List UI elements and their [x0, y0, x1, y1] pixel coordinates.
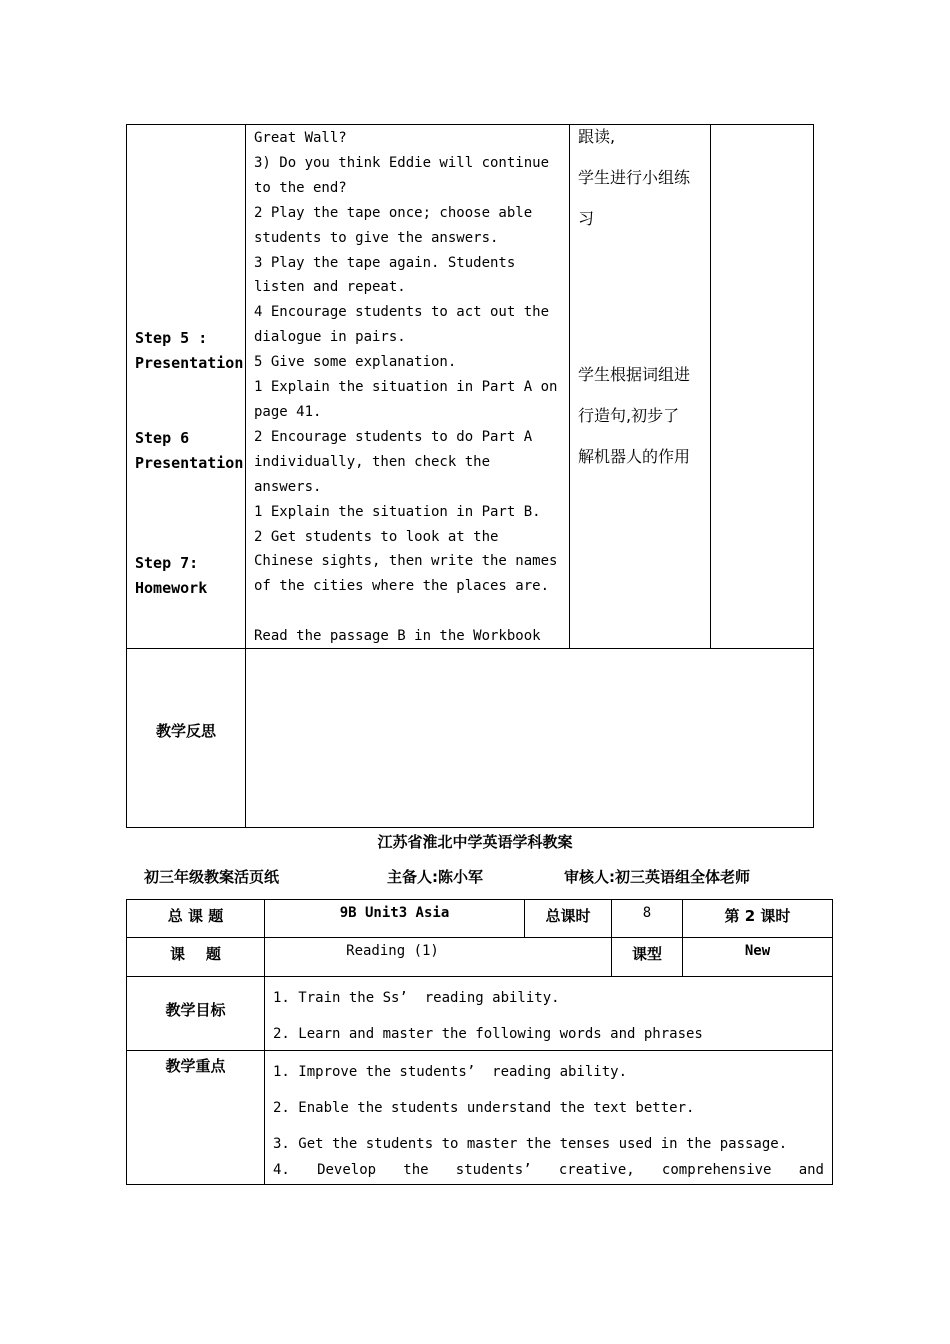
- procedure-line: 2 Encourage students to do Part A: [254, 428, 533, 445]
- lesson-type-label: 课型: [631, 945, 662, 963]
- procedure-line: Chinese sights, then write the names: [254, 553, 558, 570]
- procedure-column: [254, 126, 557, 649]
- procedure-line: students to give the answers.: [254, 229, 499, 246]
- step-label: Step 5 :: [135, 329, 208, 347]
- procedure-line: 4 Encourage students to act out the: [254, 304, 550, 321]
- step-label: [135, 501, 243, 526]
- procedure-line: 1 Explain the situation in Part B.: [254, 503, 541, 520]
- activities-column-b: [578, 354, 690, 477]
- goal-item: 1. Train the Ss’ reading ability.: [273, 990, 560, 1006]
- procedure-line: 2 Play the tape once; choose able: [254, 204, 533, 221]
- key-point-item: 2. Enable the students understand the text better.: [273, 1100, 695, 1116]
- activity-line: 学生根据词组进: [578, 365, 691, 384]
- document-title: 江苏省淮北中学英语学科教案: [377, 833, 573, 851]
- step-label: [135, 401, 243, 426]
- procedure-line: dialogue in pairs.: [254, 329, 406, 346]
- grade-label: 初三年级教案活页纸: [144, 868, 280, 886]
- topic-value: 9B Unit3 Asia: [339, 905, 450, 921]
- word: the: [403, 1162, 429, 1178]
- steps-column: [135, 326, 243, 601]
- procedure-line: 2 Get students to look at the: [254, 528, 499, 545]
- procedure-line: page 41.: [254, 403, 322, 420]
- reflection-label: 教学反思: [155, 722, 216, 740]
- step-label: Homework: [135, 579, 208, 597]
- lesson-number: 第 2 课时: [724, 907, 791, 925]
- step-label: [135, 526, 243, 551]
- step-label: Step 6: [135, 429, 190, 447]
- total-lessons-label: 总课时: [545, 907, 591, 925]
- goals-list: [273, 980, 703, 1052]
- key-points-label: 教学重点: [165, 1057, 226, 1075]
- step-label: Step 7:: [135, 554, 199, 572]
- step-label: Presentation: [135, 454, 244, 472]
- key-points-list: [273, 1054, 787, 1162]
- procedure-line: Great Wall?: [254, 130, 347, 146]
- procedure-line: listen and repeat.: [254, 279, 406, 296]
- goals-label: 教学目标: [165, 1001, 226, 1019]
- procedure-line: 3) Do you think Eddie will continue: [254, 154, 550, 171]
- activity-line: 行造句,初步了: [578, 406, 680, 425]
- word: comprehensive: [661, 1162, 772, 1178]
- goal-item: 2. Learn and master the following words and phrases: [273, 1026, 703, 1042]
- lesson-value: Reading (1): [346, 943, 439, 959]
- procedure-line: Read the passage B in the Workbook: [254, 628, 541, 645]
- reviewer-label: 审核人:初三英语组全体老师: [564, 868, 750, 886]
- procedure-line: 3 Play the tape again. Students: [254, 254, 516, 271]
- procedure-line: 5 Give some explanation.: [254, 354, 457, 371]
- key-point-item: 1. Improve the students’ reading ability.: [273, 1064, 628, 1080]
- procedure-line: individually, then check the: [254, 453, 491, 470]
- word: 4.: [273, 1162, 290, 1178]
- activity-line: 习: [578, 209, 595, 228]
- step-label: Presentation: [135, 354, 244, 372]
- key-point-item: 3. Get the students to master the tenses used in the passage.: [273, 1136, 788, 1152]
- key-point-item-justified: [273, 1162, 824, 1178]
- procedure-line: to the end?: [254, 179, 347, 196]
- word: and: [798, 1162, 824, 1178]
- procedure-line: 1 Explain the situation in Part A on: [254, 379, 558, 396]
- step-label: [135, 376, 243, 401]
- word: students’: [455, 1162, 532, 1178]
- activity-line: 学生进行小组练: [578, 168, 691, 187]
- activity-line: 解机器人的作用: [578, 447, 691, 466]
- procedure-line: of the cities where the places are.: [254, 578, 550, 595]
- step-label: [135, 476, 243, 501]
- lesson-type-value: New: [744, 943, 771, 959]
- activity-line: 跟读,: [578, 127, 616, 146]
- procedure-line: answers.: [254, 478, 322, 495]
- lesson-label: 课 题: [170, 945, 221, 963]
- author-label: 主备人:陈小军: [387, 868, 483, 886]
- procedure-line: [254, 599, 557, 624]
- word: creative,: [558, 1162, 635, 1178]
- topic-label: 总 课 题: [167, 907, 224, 925]
- word: Develop: [317, 1162, 377, 1178]
- total-lessons-value: 8: [642, 905, 652, 921]
- activities-column-a: [578, 116, 690, 239]
